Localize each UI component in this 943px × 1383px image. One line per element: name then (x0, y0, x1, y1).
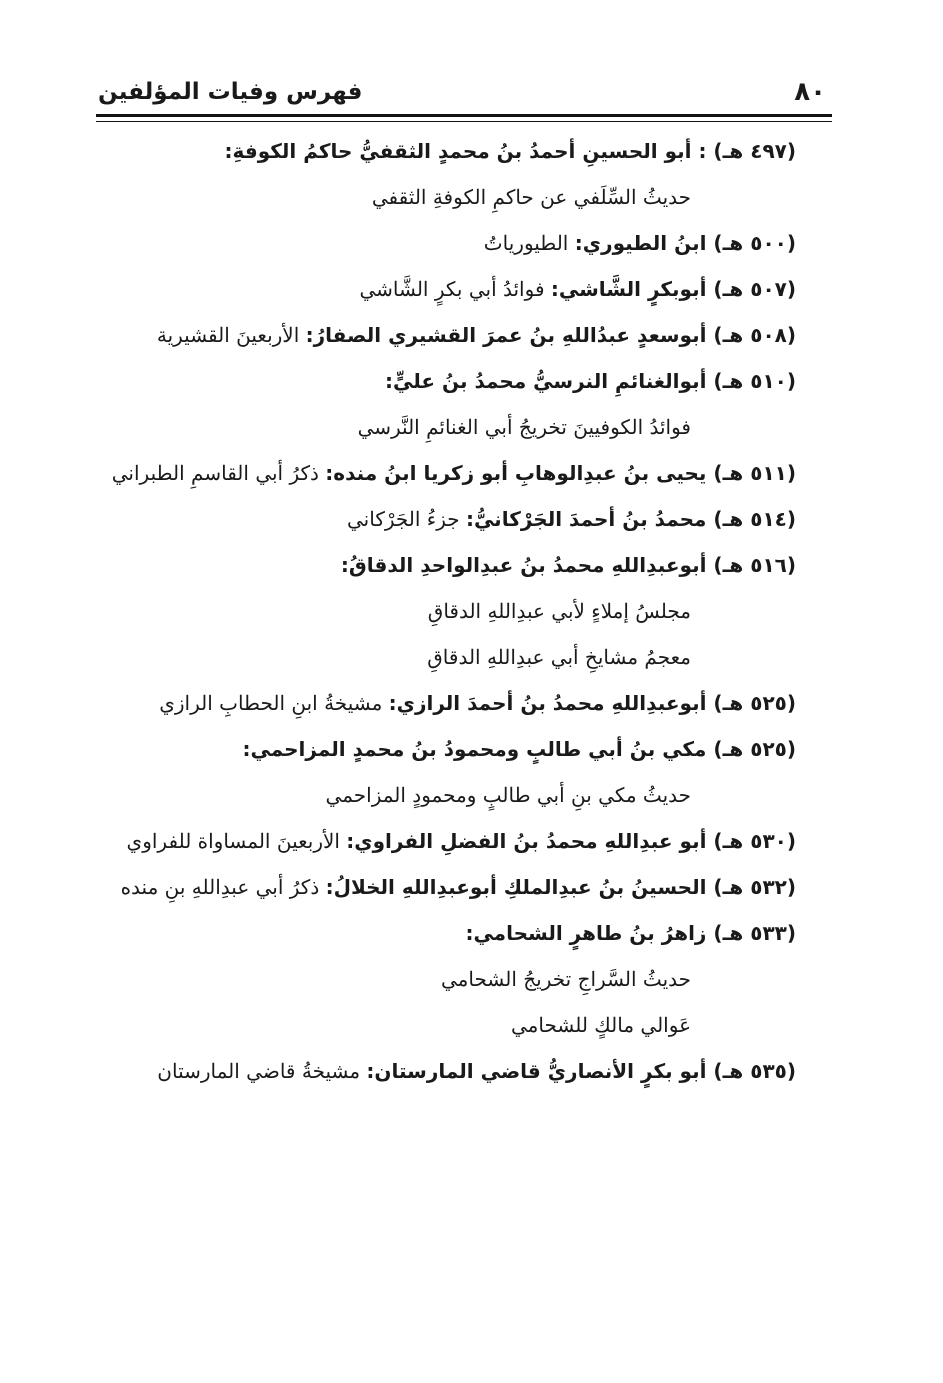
author-name: أبوعبدِاللهِ محمدُ بنُ أحمدَ الرازي: (388, 691, 707, 715)
work-title: مشيخةُ قاضي المارستان (157, 1059, 367, 1083)
page-number: ٨٠ (794, 77, 826, 107)
entry-main-line (96, 680, 796, 726)
author-name: مكي بنُ أبي طالبٍ ومحمودُ بنُ محمدٍ المزاحمي: (242, 737, 707, 761)
index-entry (96, 128, 796, 220)
author-name: أبوالغنائمِ النرسيُّ محمدُ بنُ عليٍّ: (384, 369, 707, 393)
author-name: أبوسعدٍ عبدُاللهِ بنُ عمرَ القشيري الصفارُ: (305, 323, 707, 347)
entry-main-line (96, 496, 796, 542)
work-title: ذكرُ أبي القاسمِ الطبراني (111, 461, 326, 485)
author-name: ابنُ الطيوري: (574, 231, 707, 255)
author-name: أبو الحسينِ أحمدُ بنُ محمدٍ الثقفيُّ حاكمُ الكوفةِ: (224, 139, 692, 163)
index-entry (96, 680, 796, 726)
work-title: جزءُ الجَرْكاني (346, 507, 466, 531)
index-entry (96, 266, 796, 312)
entry-separator: : (691, 139, 714, 163)
author-name: أبوعبدِاللهِ محمدُ بنُ عبدِالواحدِ الدقاقُ: (340, 553, 707, 577)
sub-work-title: حديثُ مكي بنِ أبي طالبٍ ومحمودٍ المزاحمي (325, 783, 691, 807)
death-year: (٥٣٢ هـ) (713, 875, 796, 899)
death-year: (٥١١ هـ) (713, 461, 796, 485)
index-entry (96, 910, 796, 1048)
death-year: (٥٣٠ هـ) (713, 829, 796, 853)
death-year: (٥١٦ هـ) (713, 553, 796, 577)
sub-work-title: عَوالي مالكٍ للشحامي (511, 1013, 691, 1037)
sub-work-title: فوائدُ الكوفيينَ تخريجُ أبي الغنائمِ النَّرسي (357, 415, 691, 439)
page-header (96, 72, 832, 116)
death-year: (٥٢٥ هـ) (713, 691, 796, 715)
work-title: مشيخةُ ابنِ الحطابِ الرازي (159, 691, 389, 715)
death-year: (٥٣٣ هـ) (713, 921, 796, 945)
index-entry (96, 358, 796, 450)
work-title: الأربعينَ القشيرية (156, 323, 306, 347)
index-entry (96, 312, 796, 358)
entry-main-line (96, 726, 796, 772)
author-name: الحسينُ بنُ عبدِالملكِ أبوعبدِاللهِ الخلالُ: (325, 875, 707, 899)
death-year: (٥٣٥ هـ) (713, 1059, 796, 1083)
death-year: (٥١٠ هـ) (713, 369, 796, 393)
entry-main-line (96, 910, 796, 956)
author-name: محمدُ بنُ أحمدَ الجَرْكانيُّ: (465, 507, 707, 531)
index-entry (96, 542, 796, 680)
entry-main-line (96, 312, 796, 358)
index-entry (96, 220, 796, 266)
sub-work-title: حديثُ السَّراجِ تخريجُ الشحامي (441, 967, 691, 991)
death-year: (٥٠٨ هـ) (713, 323, 796, 347)
work-title: فوائدُ أبي بكرٍ الشَّاشي (359, 277, 551, 301)
work-title: الطيورياتُ (483, 231, 575, 255)
author-name: أبو عبدِاللهِ محمدُ بنُ الفضلِ الفراوي: (346, 829, 707, 853)
header-rule-thin (96, 121, 832, 122)
index-entry (96, 1048, 796, 1094)
entry-main-line (96, 818, 796, 864)
author-name: يحيى بنُ عبدِالوهابِ أبو زكريا ابنُ منده: (325, 461, 707, 485)
author-name: زاهرُ بنُ طاهرٍ الشحامي: (465, 921, 707, 945)
entry-main-line (96, 1048, 796, 1094)
entry-main-line (96, 542, 796, 588)
author-name: أبوبكرٍ الشَّاشي: (550, 277, 707, 301)
work-title: الأربعينَ المساواة للفراوي (126, 829, 347, 853)
sub-work-title: مجلسُ إملاءٍ لأبي عبدِاللهِ الدقاقِ (427, 599, 691, 623)
index-entry (96, 864, 796, 910)
death-year: (٤٩٧ هـ) (713, 139, 796, 163)
index-entry (96, 726, 796, 818)
entry-main-line (96, 864, 796, 910)
sub-work-title: معجمُ مشايخِ أبي عبدِاللهِ الدقاقِ (427, 645, 691, 669)
entry-main-line (96, 450, 796, 496)
death-year: (٥٢٥ هـ) (713, 737, 796, 761)
index-entry (96, 450, 796, 496)
entry-main-line (96, 358, 796, 404)
death-year: (٥١٤ هـ) (713, 507, 796, 531)
header-rule-thick (96, 114, 832, 117)
index-entry (96, 496, 796, 542)
death-year: (٥٠٠ هـ) (713, 231, 796, 255)
entry-main-line (96, 128, 796, 174)
work-title: ذكرُ أبي عبدِاللهِ بنِ منده (120, 875, 326, 899)
running-title: فهرس وفيات المؤلفين (98, 79, 363, 105)
entry-main-line (96, 220, 796, 266)
sub-work-title: حديثُ السِّلَفي عن حاكمِ الكوفةِ الثقفي (371, 185, 691, 209)
death-index-list (96, 128, 796, 1094)
author-name: أبو بكرٍ الأنصاريُّ قاضي المارستان: (366, 1059, 707, 1083)
entry-main-line (96, 266, 796, 312)
index-entry (96, 818, 796, 864)
death-year: (٥٠٧ هـ) (713, 277, 796, 301)
